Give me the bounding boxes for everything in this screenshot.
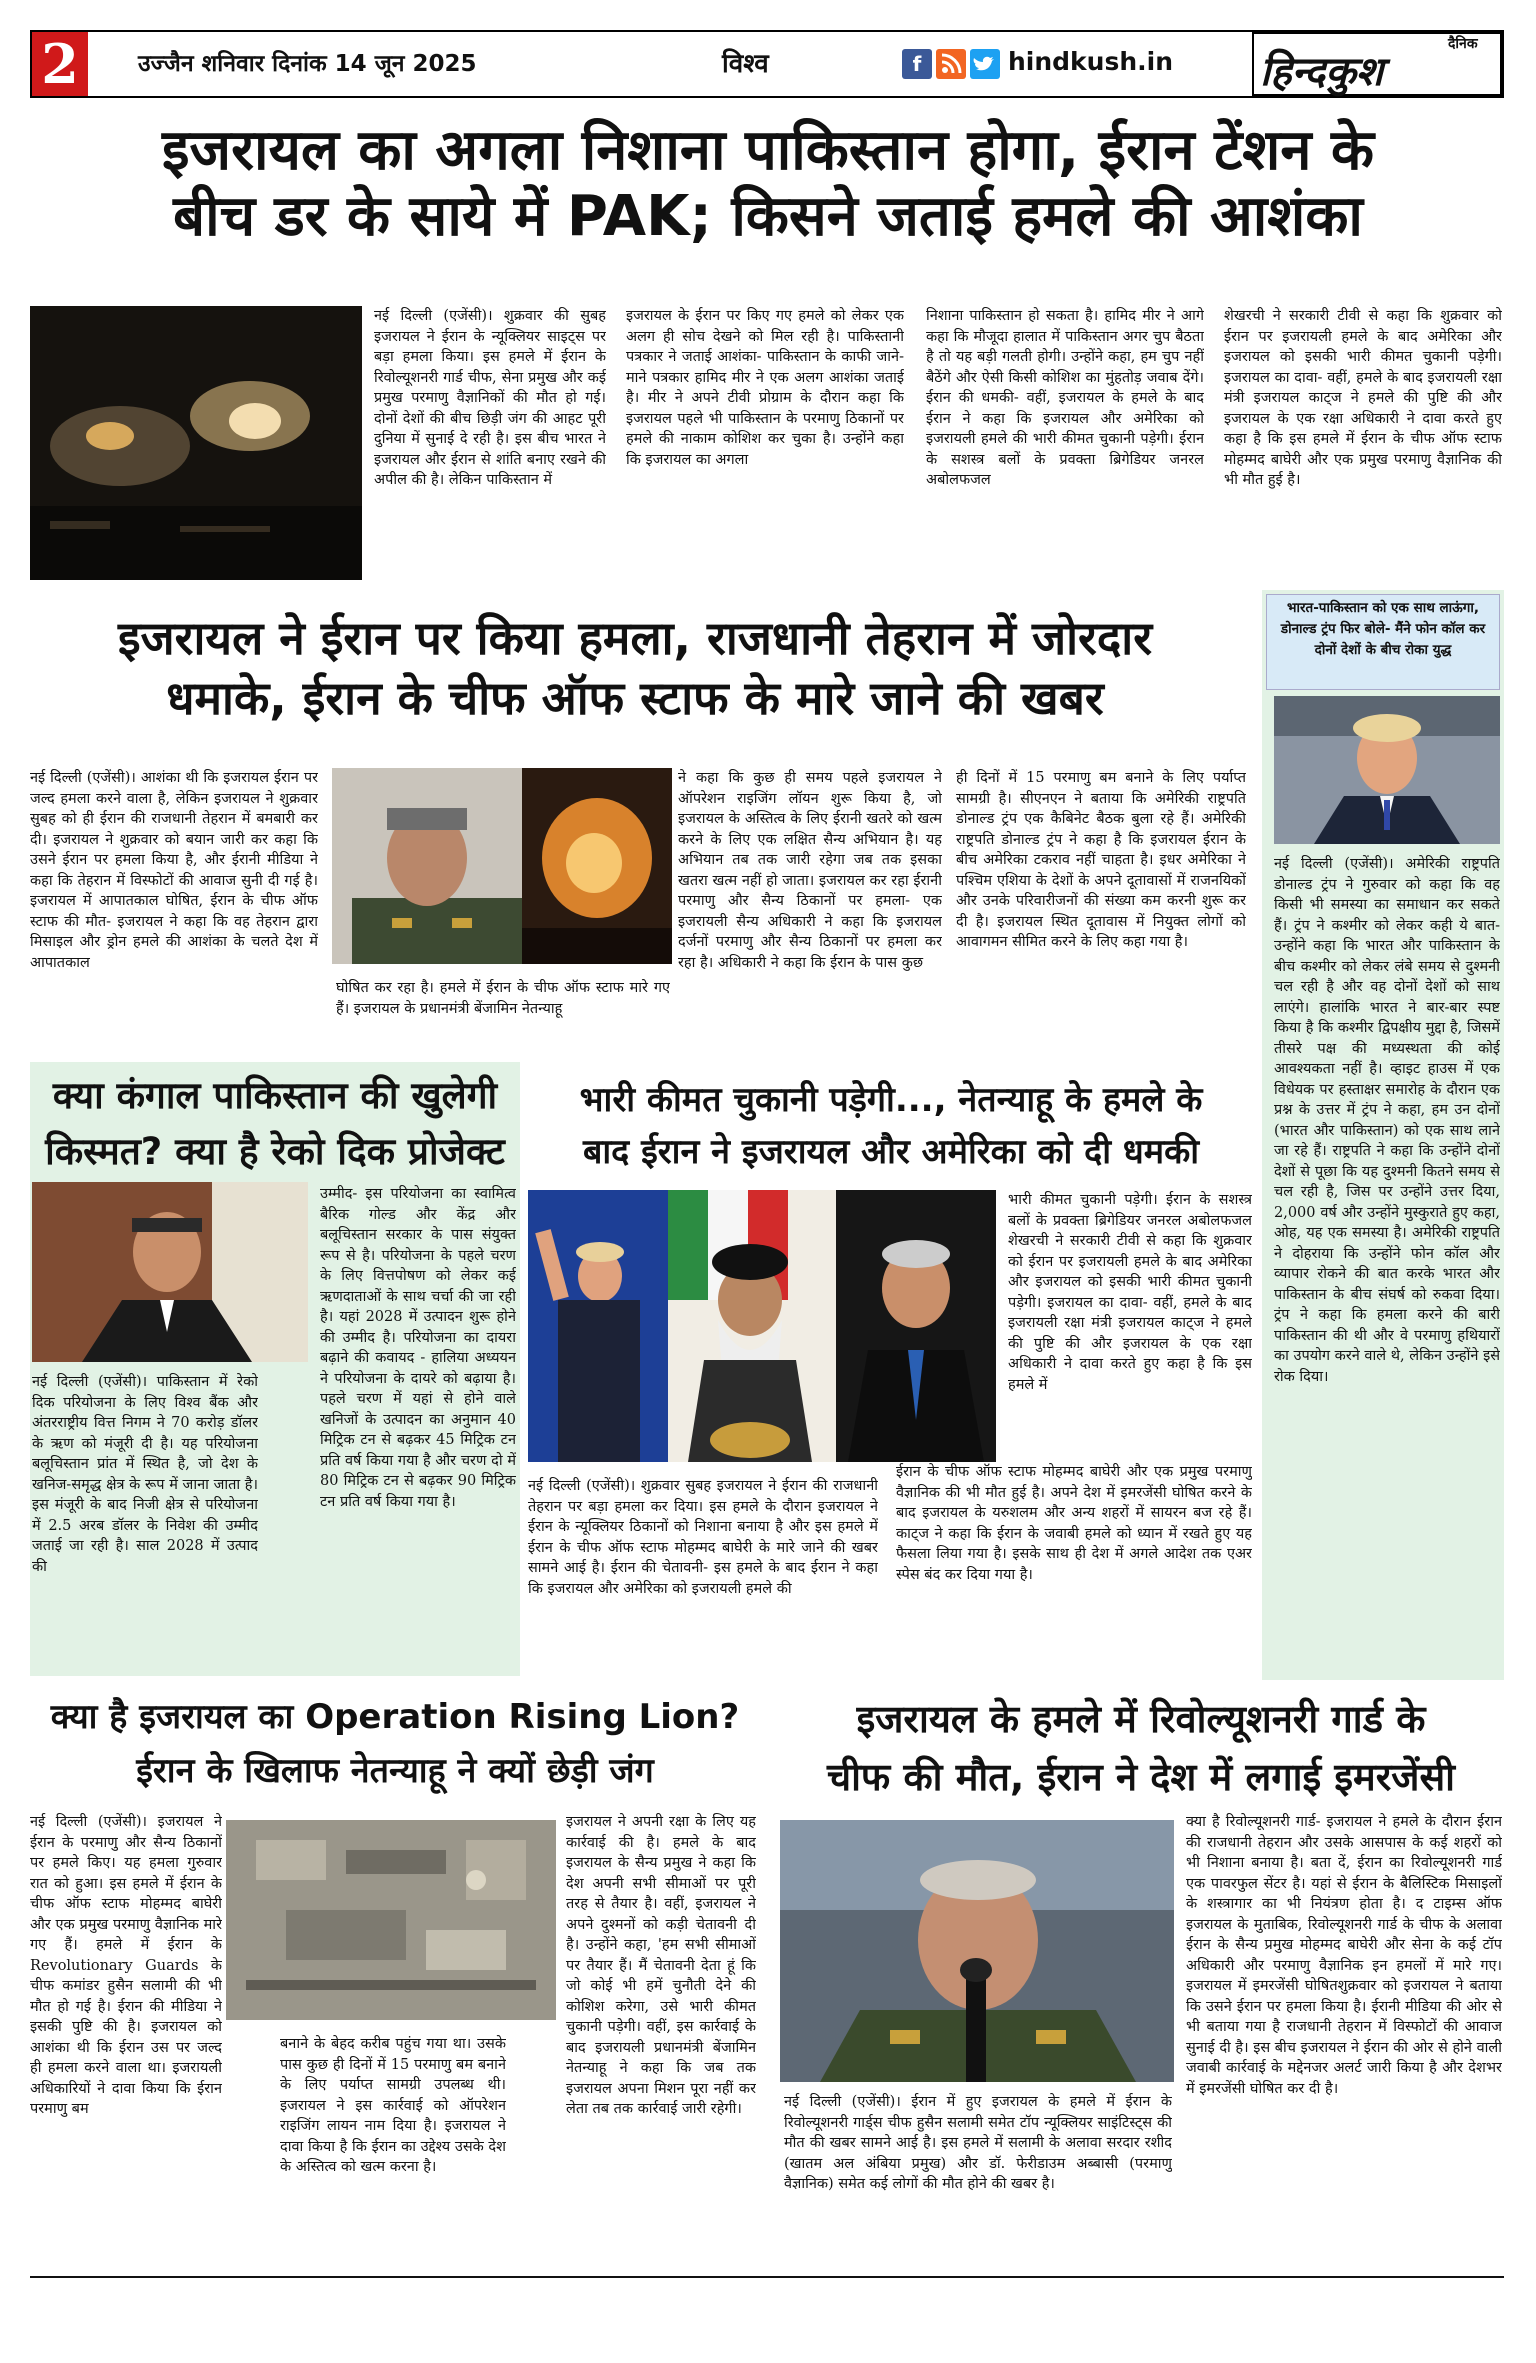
story6-col-right: क्या है रिवोल्यूशनरी गार्ड- इजरायल ने हमले के दौरान ईरान की राजधानी तेहरान और उसके आसपास के कई शहरों को भी निशाना बनाया है। बता दें, ईरान का रिवोल्यूशनरी गार्ड एक पावरफुल सेंटर है। यहां से ईरान के बैलिस्टिक मिसाइलों के शस्त्रागार का भी नियंत्रण होता है। द टाइम्स ऑफ इजरायल के मुताबिक, रिवोल्यूशनरी गार्ड के चीफ के अलावा ईरान के सैन्य प्रमुख मोहम्मद बाघेरी और सेना के कई टॉप अधिकारी और परमाणु वैज्ञानिक इन हमलों में मारे गए। इजरायल में इमरजेंसी घोषितशुक्रवार को इजरायल ने बताया कि उसने ईरान पर हमला किया है। ईरानी मीडिया की ओर से भी बताया गया है राजधानी तेहरान में विस्फोटों की आवाज सुनाई दी है। इस बीच इजरायल ने ईरान की ओर से होने वाली जवाबी कार्रवाई के मद्देनजर अलर्ट जारी किया है और देशभर में इमरजेंसी घोषित कर दी है। [1186,1814,1502,2097]
sidebar-headline[interactable]: भारत-पाकिस्तान को एक साथ लाऊंगा, डोनाल्ड ट्रंप फिर बोले- मैंने फोन कॉल कर दोनों देशों के बीच रोका युद्ध [1280,600,1486,658]
story1-col1: नई दिल्ली (एजेंसी)। शुक्रवार की सुबह इजरायल ने ईरान के न्यूक्लियर साइट्स पर बड़ा हमला किया। इस हमले में ईरान के रिवोल्यूशनरी गार्ड चीफ, सेना प्रमुख और कई प्रमुख परमाणु वैज्ञानिकों की मौत हो गई। दोनों देशों की बीच छिड़ी जंग की आहट पूरी दुनिया में सुनाई दे रही है। इस बीच भारत ने इजरायल और ईरान से शांति बनाए रखने की अपील की है। लेकिन पाकिस्तान में [374,308,606,488]
story5-col2: बनाने के बेहद करीब पहुंच गया था। उसके पास कुछ ही दिनों में 15 परमाणु बम बनाने के लिए पर्याप्त सामग्री उपलब्ध थी। इजरायल ने इस कार्रवाई को ऑपरेशन राइजिंग लायन नाम दिया है। इजरायल ने दावा किया है कि ईरान का उद्देश्य उसके देश के अस्तित्व को खत्म करना है। [280,2036,506,2175]
story4-headline[interactable] [526,1074,1256,1178]
story4-headline-line1: भारी कीमत चुकानी पड़ेगी..., नेतन्याहू के हमले के [579,1080,1203,1120]
story2-col3: ने कहा कि कुछ ही समय पहले इजरायल ने ऑपरेशन राइजिंग लॉयन शुरू किया है, जो इजरायल के अस्तित्व के लिए ईरानी खतरे को खत्म करने के लिए एक लक्षित सैन्य अभियान है। यह अभियान तब तक जारी रहेगा जब तक इसका खतरा खत्म नहीं हो जाता। इजरायल कर रहा ईरानी परमाणु और सैन्य ठिकानों पर हमला- एक इजरायली सैन्य अधिकारी ने कहा कि इजरायल दर्जनों परमाणु और सैन्य ठिकानों पर हमला कर रहा है। अधिकारी ने कहा कि ईरान के पास कुछ [678,770,942,971]
twitter-icon[interactable] [970,49,1000,79]
story6-col-bottom: नई दिल्ली (एजेंसी)। ईरान में हुए इजरायल के हमले में ईरान के रिवोल्यूशनरी गार्ड्स चीफ हुसैन सलामी समेत टॉप न्यूक्लियर साइंटिस्ट्स की मौत की खबर सामने आई है। इस हमले में सलामी के अलावा सरदार रशीद (खातम अल अंबिया प्रमुख) और डॉ. फेरीडाउम अब्बासी (परमाणु वैज्ञानिक) समेत कई लोगों की मौत होने की खबर है। [784,2094,1172,2192]
trump-photo [1274,696,1500,844]
story2-col1: नई दिल्ली (एजेंसी)। आशंका थी कि इजरायल ईरान पर जल्द हमला करने वाला है, लेकिन इजरायल ने शुक्रवार सुबह को ही ईरान की राजधानी तेहरान में बमबारी कर दी। इजरायल ने शुक्रवार को बयान जारी कर कहा कि उसने ईरान पर हमला किया है, और ईरानी मीडिया ने कहा कि तेहरान में विस्फोटों की आवाज सुनी दी गई है। इजरायल में आपातकाल घोषित, ईरान के चीफ ऑफ स्टाफ की मौत- इजरायल ने कहा कि वह तेहरान द्वारा मिसाइल और ड्रोन हमले की आशंका के चलते देश में आपातकाल [30,770,318,971]
bottom-rule [30,2276,1504,2278]
story1-headline[interactable] [20,118,1516,250]
satellite-photo [226,1820,556,2020]
page-number: 2 [32,32,88,96]
story2-col4: ही दिनों में 15 परमाणु बम बनाने के लिए पर्याप्त सामग्री है। सीएनएन ने बताया कि अमेरिकी राष्ट्रपति डोनाल्ड ट्रंप एक कैबिनेट बैठक बुला रहे हैं। अमेरिकी राष्ट्रपति डोनाल्ड ट्रंप ने कहा है कि इजरायल ईरान के बीच अमेरिका टकराव नहीं चाहता है। इधर अमेरिका ने पश्चिम एशिया के देशों के अपने दूतावासों में राजनयिकों और उनके परिवारीजनों की संख्या कम करनी शुरू कर दी है। इजरायल स्थित दूतावास में नियुक्त लोगों को आवागमन सीमित करने के लिए कहा गया है। [956,770,1246,950]
explosion-photo [30,306,362,580]
story3-col1: नई दिल्ली (एजेंसी)। पाकिस्तान में रेको दिक परियोजना के लिए विश्व बैंक और अंतरराष्ट्रीय वित्त निगम ने 70 करोड़ डॉलर के ऋण को मंजूरी दी है। यह परियोजना बलूचिस्तान प्रांत में स्थित है, जो देश के खनिज-समृद्ध क्षेत्र के रूप में जाना जाता है। इस मंजूरी के बाद निजी क्षेत्र से परियोजना में 2.5 अरब डॉलर के निवेश की उम्मीद जताई जा रही है। साल 2028 में उत्पाद की [32,1374,258,1575]
story4-col2: ईरान के चीफ ऑफ स्टाफ मोहम्मद बाघेरी और एक प्रमुख परमाणु वैज्ञानिक की भी मौत हुई है। अपने देश में इमरजेंसी घोषित करने के बाद इजरायल के यरुशलम और अन्य शहरों में सायरन बज रहे हैं। काट्ज ने कहा कि ईरान के जवाबी हमले को ध्यान में रखते हुए यह फैसला लिया गया है। इसके साथ ही देश में अगले आदेश तक एअर स्पेस बंद कर दिया गया है। [896,1464,1252,1583]
story1-headline-line2: बीच डर के साये में PAK; किसने जताई हमले की आशंका [173,184,1363,249]
story1-col3: निशाना पाकिस्तान हो सकता है। हामिद मीर ने आगे कहा कि मौजूदा हालात में पाकिस्तान अगर चुप बैठता है तो यह बड़ी गलती होगी। उन्होंने कहा, हम चुप नहीं बैठेंगे और ऐसी किसी कोशिश का मुंहतोड़ जवाब देंगे। ईरान की धमकी- वहीं, इजरायल के हमले के बाद ईरान ने कहा कि इजरायल और अमेरिका को इजरायली हमले की भारी कीमत चुकानी पड़ेगी। ईरान के सशस्त्र बलों के प्रवक्ता ब्रिगेडियर जनरल अबोलफजल [926,308,1204,488]
sidebar-body: नई दिल्ली (एजेंसी)। अमेरिकी राष्ट्रपति डोनाल्ड ट्रंप ने गुरुवार को कहा कि वह किसी भी समस्या का समाधान कर सकते हैं। ट्रंप ने कश्मीर को लेकर कही ये बात- उन्होंने कहा कि भारत और पाकिस्तान के बीच कश्मीर को लेकर लंबे समय से दुश्मनी चल रही है और वह दोनों देशों को साथ लाएंगे। हालांकि भारत ने बार-बार स्पष्ट किया है कि कश्मीर द्विपक्षीय मुद्दा है, जिसमें तीसरे पक्ष की मध्यस्थता की कोई आवश्यकता नहीं है। व्हाइट हाउस में एक विधेयक पर हस्ताक्षर समारोह के दौरान एक प्रश्न के उत्तर में ट्रंप ने कहा, हम उन दोनों (भारत और पाकिस्तान) को एक साथ लाने जा रहे हैं। राष्ट्रपति ने कहा कि उन्होंने दोनों देशों से पूछा कि यह दुश्मनी कितने समय से चल रही है, जिस पर उन्होंने उत्तर दिया, 2,000 वर्ष और उन्होंने मुस्कुराते हुए कहा, ओह, यह एक समस्या है। अमेरिकी राष्ट्रपति ने दोहराया कि उन्होंने फोन कॉल और व्यापार रोकने की बात करके भारत और पाकिस्तान के बीच संघर्ष को रुकवा दिया। ट्रंप ने कहा कि हमला करने की बारी पाकिस्तान की थी और वे परमाणु हथियारों का उपयोग करने वाले थे, लेकिन उन्होंने इसे रोक दिया। [1274,856,1500,1385]
section-name: विश्व [722,49,769,79]
story6-headline-line2: चीफ की मौत, ईरान ने देश में लगाई इमरजेंसी [826,1755,1456,1799]
story5-headline-line2: ईरान के खिलाफ नेतन्याहू ने क्यों छेड़ी जंग [136,1751,654,1791]
story2-headline-line2: धमाके, ईरान के चीफ ऑफ स्टाफ के मारे जाने की खबर [166,671,1104,725]
story5-col3: इजरायल ने अपनी रक्षा के लिए यह कार्रवाई की है। हमले के बाद इजरायल के सैन्य प्रमुख ने कहा कि देश अपनी सभी सीमाओं पर पूरी तरह से तैयार है। वहीं, इजरायल ने अपने दुश्मनों को कड़ी चेतावनी दी है। उन्होंने कहा, 'हम सभी सीमाओं पर तैयार हैं। मैं चेतावनी देता हूं कि जो कोई भी हमें चुनौती देने की कोशिश करेगा, उसे भारी कीमत चुकानी पड़ेगी। वहीं, इस कार्रवाई के बाद इजरायली प्रधानमंत्री बेंजामिन नेतन्याहू ने कहा कि जब तक इजरायल अपना मिशन पूरा नहीं कर लेता तब तक कार्रवाई जारी रहेगी। [566,1814,756,2117]
story5-headline[interactable] [20,1690,770,1798]
story4-headline-line2: बाद ईरान ने इजरायल और अमेरिका को दी धमकी [582,1132,1200,1172]
story3-headline-line1: क्या कंगाल पाकिस्तान की खुलेगी [52,1074,498,1117]
logo-small-text: दैनिक [1448,36,1478,52]
story4-col-right: भारी कीमत चुकानी पड़ेगी। ईरान के सशस्त्र बलों के प्रवक्ता ब्रिगेडियर जनरल अबोलफजल शेखरची ने सरकारी टीवी से कहा कि शुक्रवार को ईरान पर इजरायली हमले के बाद अमेरिका और इजरायल को इसकी भारी कीमत चुकानी पड़ेगी। इजरायल का दावा- वहीं, हमले के बाद इजरायली रक्षा मंत्री इजरायल काट्ज ने हमले की पुष्टि की और इजरायल के एक रक्षा अधिकारी ने दावा करते हुए कहा है कि इस हमले में [1008,1192,1252,1393]
logo-main-text: हिन्दकुश [1260,48,1384,95]
rss-icon[interactable] [936,49,966,79]
story3-headline[interactable] [30,1068,520,1180]
salami-photo [780,1820,1174,2082]
story3-col2: उम्मीद- इस परियोजना का स्वामित्व बैरिक गोल्ड और केंद्र और बलूचिस्तान सरकार के पास संयुक्त रूप से है। परियोजना के पहले चरण के लिए वित्तपोषण को लेकर कई ऋणदाताओं के साथ चर्चा की जा रही है। यहां 2028 में उत्पादन शुरू होने की उम्मीद है। परियोजना का दायरा बढ़ाने की कवायद - हालिया अध्ययन ने परियोजना के दायरे को बढ़ाया है। पहले चरण में यहां से होने वाले खनिजों के उत्पादन का अनुमान 40 मिट्रिक टन से बढ़कर 45 मिट्रिक टन प्रति वर्ष किया गया है और चरण दो में 80 मिट्रिक टन से बढ़कर 90 मिट्रिक टन प्रति वर्ष किया गया है। [320,1186,516,1510]
story1-headline-line1: इजरायल का अगला निशाना पाकिस्तान होगा, ईरान टेंशन के [162,118,1374,183]
story6-headline-line1: इजरायल के हमले में रिवोल्यूशनरी गार्ड के [856,1697,1426,1741]
website-link[interactable]: hindkush.in [1008,47,1174,76]
sharif-photo [32,1182,308,1362]
dateline: उज्जैन शनिवार दिनांक 14 जून 2025 [138,51,477,77]
story2-headline[interactable] [20,608,1250,728]
story5-headline-line1: क्या है इजरायल का Operation Rising Lion? [50,1697,740,1737]
army-chief-explosion-photo [332,768,672,964]
story5-col1: नई दिल्ली (एजेंसी)। इजरायल ने ईरान के परमाणु और सैन्य ठिकानों पर हमले किए। यह हमला गुरुवार रात को हुआ। इस हमले में ईरान के चीफ ऑफ स्टाफ मोहम्मद बाघेरी और एक प्रमुख परमाणु वैज्ञानिक मारे गए हैं। हमले में ईरान के Revolutionary Guards के चीफ कमांडर हुसैन सलामी की भी मौत हो गई है। ईरान की मीडिया ने इसकी पुष्टि की है। इजरायल को आशंका थी कि ईरान उस पर जल्द ही हमला करने वाला था। इजरायली अधिकारियों ने दावा किया कि ईरान परमाणु बम [30,1814,222,2117]
leaders-collage-photo [528,1190,996,1462]
story2-headline-line1: इजरायल ने ईरान पर किया हमला, राजधानी तेहरान में जोरदार [117,611,1153,665]
story4-col1: नई दिल्ली (एजेंसी)। शुक्रवार सुबह इजरायल ने ईरान की राजधानी तेहरान पर बड़ा हमला कर दिया। इस हमले के दौरान इजरायल ने ईरान के न्यूक्लियर ठिकानों को निशाना बनाया है और इस हमले में ईरान के चीफ ऑफ स्टाफ मोहम्मद बाघेरी के मारे जाने की खबर सामने आई है। ईरान की चेतावनी- इस हमले के बाद ईरान ने कहा कि इजरायल और अमेरिका को इजरायली हमले की [528,1478,878,1597]
story1-col4: शेखरची ने सरकारी टीवी से कहा कि शुक्रवार को ईरान पर इजरायली हमले के बाद अमेरिका और इजरायल को इसकी भारी कीमत चुकानी पड़ेगी। इजरायल का दावा- वहीं, हमले के बाद इजरायली रक्षा मंत्री इजरायल काट्ज ने हमले की पुष्टि की और इजरायल के एक रक्षा अधिकारी ने दावा करते हुए कहा है कि इस हमले में ईरान के चीफ ऑफ स्टाफ मोहम्मद बाघेरी और एक प्रमुख परमाणु वैज्ञानिक की भी मौत हुई है। [1224,308,1502,488]
story1-col2: इजरायल के ईरान पर किए गए हमले को लेकर एक अलग ही सोच देखने को मिल रही है। पाकिस्तानी पत्रकार ने जताई आशंका- पाकिस्तान के काफी जाने-माने पत्रकार हामिद मीर ने एक अलग आशंका जताई है। मीर ने अपने टीवी प्रोग्राम के दौरान कहा कि इजरायल पहले भी पाकिस्तान के परमाणु ठिकानों पर हमले की नाकाम कोशिश कर चुका है। उन्होंने कहा कि इजरायल का अगला [626,308,904,468]
story6-headline[interactable] [776,1690,1506,1806]
facebook-icon[interactable]: f [902,49,932,79]
story3-headline-line2: किस्मत? क्या है रेको दिक प्रोजेक्ट [45,1130,505,1173]
story2-col2: घोषित कर रहा है। हमले में ईरान के चीफ ऑफ स्टाफ मारे गए हैं। इजरायल के प्रधानमंत्री बेंजामिन नेतन्याहू [336,980,670,1017]
